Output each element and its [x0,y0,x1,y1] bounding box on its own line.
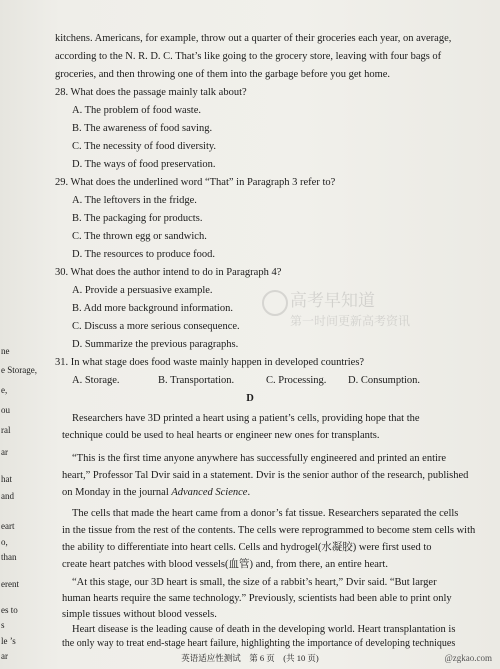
answer-option: A. The leftovers in the fridge. [72,195,197,206]
margin-fragment: ar [1,651,8,661]
margin-fragment: ral [1,425,11,435]
answer-option: C. Discuss a more serious consequence. [72,321,240,332]
question-stem: 30. What does the author intend to do in Paragraph 4? [55,267,282,278]
passage-line: in the tissue from the rest of the contents. The cells were reprogrammed to become stem cells with [62,525,476,536]
watermark-logo-icon [262,290,288,316]
page-footer: 英语适应性测试 第 6 页 (共 10 页) [181,653,319,663]
passage-line: heart,” Professor Tal Dvir said in a statement. Dvir is the senior author of the research, published [62,470,469,481]
watermark-text: 高考早知道 [290,291,375,310]
body-line: according to the N. R. D. C. That’s like going to the grocery store, leaving with four bags of [55,51,442,62]
body-line: groceries, and then throwing one of them into the garbage before you get home. [55,69,391,80]
answer-option: C. The thrown egg or sandwich. [72,231,207,242]
answer-option: C. The necessity of food diversity. [72,141,217,152]
passage-line: technique could be used to heal hearts or engineer new ones for transplants. [62,430,380,441]
answer-options-row [72,374,484,387]
body-line: kitchens. Americans, for example, throw out a quarter of their groceries each year, on average, [55,33,452,44]
question-stem: 28. What does the passage mainly talk about? [55,87,247,98]
margin-fragment: and [1,491,14,501]
passage-line: Heart disease is the leading cause of death in the developing world. Heart transplantation is [72,624,456,635]
passage-line: simple tissues without blood vessels. [62,609,217,620]
margin-fragment: eart [1,521,15,531]
passage-line: The cells that made the heart came from a donor’s fat tissue. Researchers separated the cells [72,508,459,519]
passage-line: human hearts require the same technology.” Previously, scientists had been able to print only [62,593,452,604]
corner-watermark: @zgkao.com [444,653,492,663]
passage-line-journal [62,486,484,499]
passage-text: on Monday in the journal [62,487,172,498]
passage-line: create heart patches with blood vessels(血管) and, from there, an entire heart. [62,559,388,570]
answer-option: B. Add more background information. [72,303,233,314]
passage-line: the ability to differentiate into heart cells. Cells and hydrogel(水凝胶) were first used to [62,542,432,553]
answer-option: B. The awareness of food saving. [72,123,213,134]
answer-option: D. Summarize the previous paragraphs. [72,339,239,350]
passage-text: . [247,487,251,498]
margin-fragment: erent [1,579,19,589]
answer-option: A. Provide a persuasive example. [72,285,213,296]
margin-fragment: ne [1,346,10,356]
margin-fragment: o, [1,537,8,547]
margin-fragment: than [1,552,17,562]
left-margin-fragments [0,0,37,669]
answer-option: B. Transportation. [158,375,235,386]
answer-option: C. Processing. [266,375,327,386]
margin-fragment: hat [1,474,12,484]
margin-fragment: ar [1,447,8,457]
watermark [262,284,411,344]
margin-fragment: e Storage, [1,365,37,375]
answer-option: D. Consumption. [348,375,421,386]
journal-name: Advanced Science [171,487,248,498]
passage-line: “This is the first time anyone anywhere has successfully engineered and printed an entire [72,453,447,464]
margin-fragment: es to [1,605,18,615]
section-heading: D [246,393,254,404]
margin-fragment: le ’s [1,636,16,646]
answer-option: D. The ways of food preservation. [72,159,216,170]
question-stem: 31. In what stage does food waste mainly happen in developed countries? [55,357,365,368]
watermark-text: 第一时间更新高考资讯 [290,314,411,328]
answer-option: A. The problem of food waste. [72,105,201,116]
margin-fragment: ou [1,405,10,415]
passage-line: the only way to treat end-stage heart failure, highlighting the importance of developing techniques [62,638,456,649]
passage-line: Researchers have 3D printed a heart using a patient’s cells, providing hope that the [72,413,420,424]
passage-line: “At this stage, our 3D heart is small, the size of a rabbit’s heart,” Dvir said. “But larger [72,577,437,588]
margin-fragment: s [1,620,5,630]
answer-option: D. The resources to produce food. [72,249,215,260]
margin-fragment: e, [1,385,8,395]
question-stem: 29. What does the underlined word “That” in Paragraph 3 refer to? [55,177,336,188]
answer-option: A. Storage. [72,375,120,386]
answer-option: B. The packaging for products. [72,213,203,224]
